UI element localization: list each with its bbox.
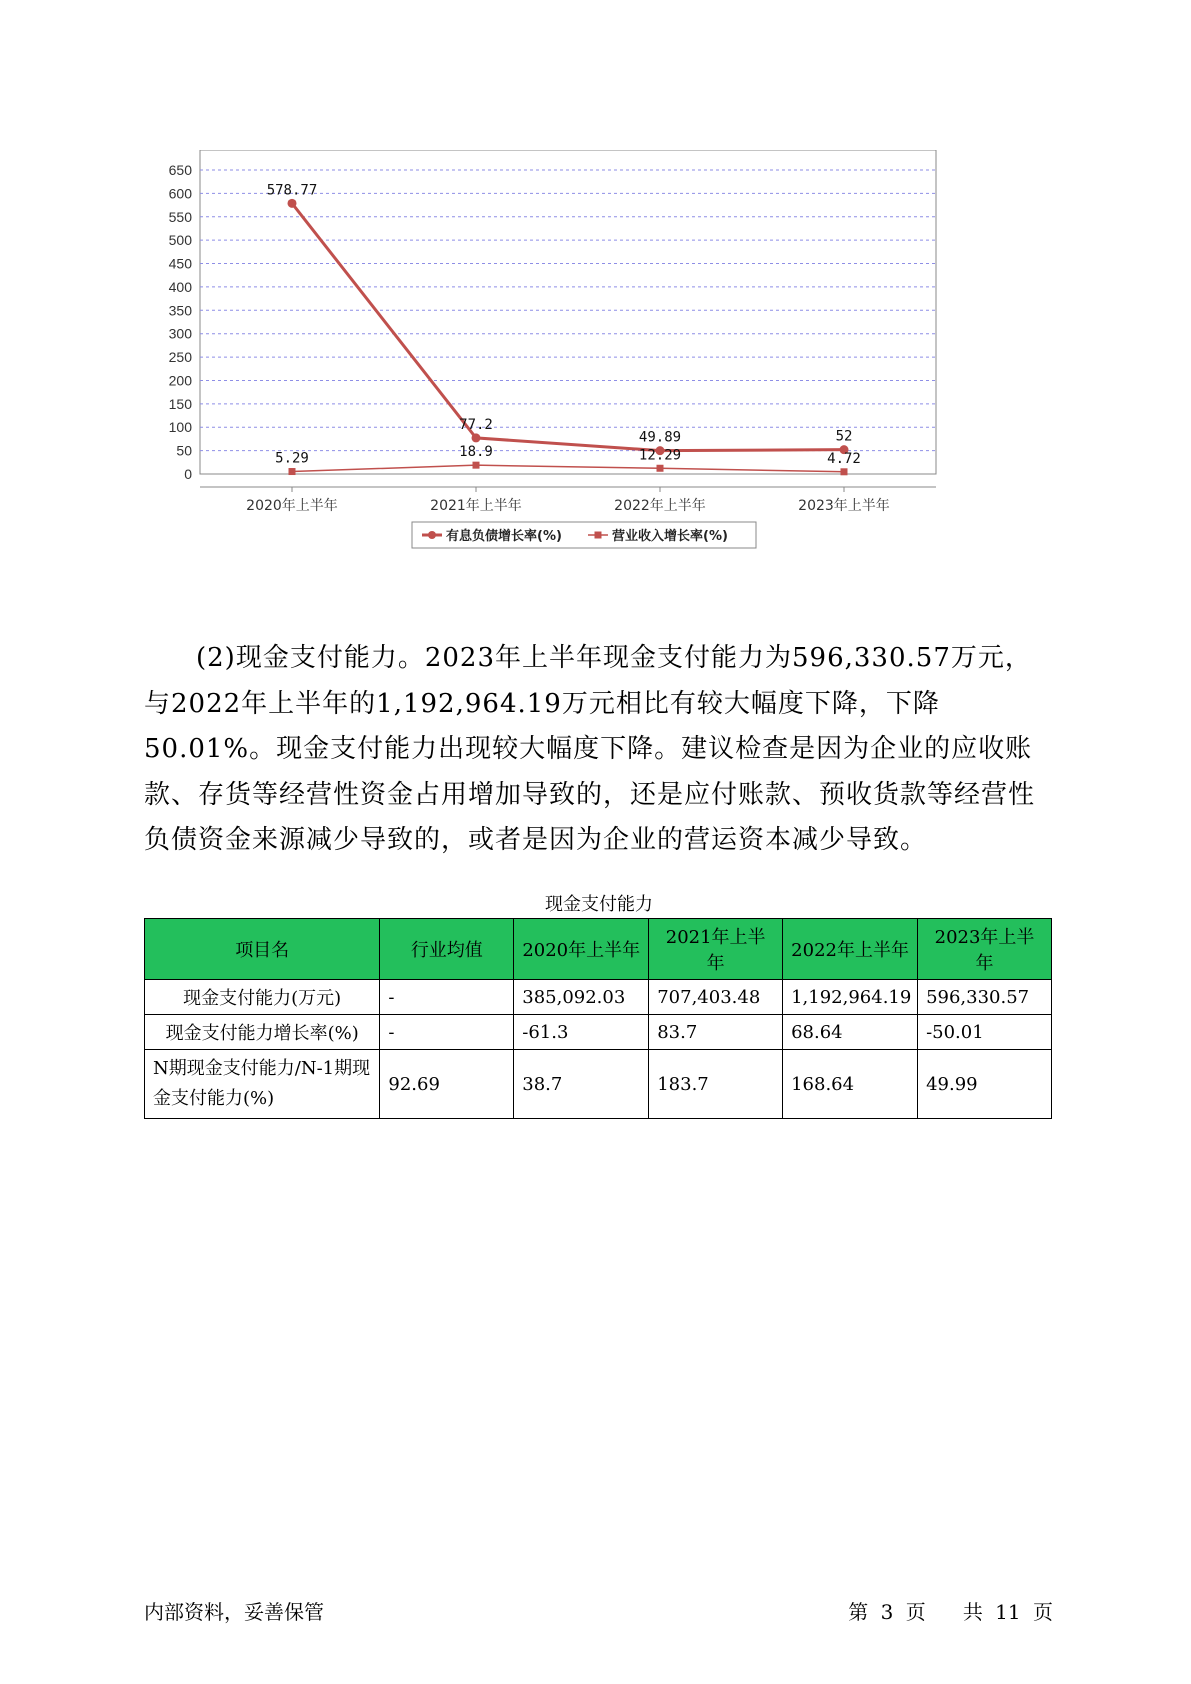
header-2023h1: 2023年上半年 [918, 919, 1052, 980]
y-tick-label: 450 [168, 255, 192, 272]
data-label: 18.9 [459, 444, 493, 461]
data-label: 77.2 [459, 416, 493, 433]
legend-label: 有息负债增长率(%) [446, 529, 562, 544]
table-row [145, 1050, 1052, 1119]
table-cell: 38.7 [514, 1050, 649, 1119]
footer-current-page: 第 3 页 [848, 1600, 926, 1624]
table-cell: -50.01 [918, 1015, 1052, 1050]
y-tick-label: 100 [168, 419, 192, 436]
y-tick-label: 350 [168, 302, 192, 319]
header-2021h1: 2021年上半年 [649, 919, 783, 980]
data-label: 4.72 [827, 450, 861, 467]
table-cell: 92.69 [380, 1050, 514, 1119]
table-row [145, 1015, 1052, 1050]
y-tick-label: 550 [168, 208, 192, 225]
table-cell: 385,092.03 [514, 980, 649, 1015]
table-cell: 68.64 [783, 1015, 918, 1050]
table-cell: - [380, 980, 514, 1015]
data-label: 5.29 [275, 450, 309, 467]
table-cell: 168.64 [783, 1050, 918, 1119]
table-cell: 707,403.48 [649, 980, 783, 1015]
header-industry-average: 行业均值 [380, 919, 514, 980]
y-tick-label: 400 [168, 278, 192, 295]
y-tick-label: 600 [168, 185, 192, 202]
data-point [841, 468, 848, 475]
data-label: 578.77 [266, 182, 318, 199]
table-header-row [145, 919, 1052, 980]
row-label: 现金支付能力(万元) [145, 980, 380, 1015]
footer-confidential: 内部资料，妥善保管 [144, 1600, 324, 1624]
legend-label: 营业收入增长率(%) [612, 529, 728, 544]
data-label: 12.29 [638, 447, 682, 464]
cash-payment-paragraph: (2)现金支付能力。2023年上半年现金支付能力为596,330.57万元，与2022年上半年的1,192,964.19万元相比有较大幅度下降，下降50.01%。现金支付能力出现较大幅度下降。建议检查是因为企业的应收账款、存货等经营性资金占用增加导致的，还是应付账款、预收货款等经营性负债资金来源减少导致的，或者是因为企业的营运资本减少导致。 [144, 643, 1036, 855]
header-2022h1: 2022年上半年 [783, 919, 918, 980]
table-cell: 49.99 [918, 1050, 1052, 1119]
table-cell: 596,330.57 [918, 980, 1052, 1015]
data-point [289, 468, 296, 475]
table-row [145, 980, 1052, 1015]
growth-rate-line-chart [140, 150, 1020, 600]
y-tick-label: 200 [168, 372, 192, 389]
x-tick-label: 2022年上半年 [614, 498, 706, 514]
y-tick-label: 500 [168, 232, 192, 249]
footer-page-number [848, 1596, 1053, 1625]
data-point [288, 199, 297, 208]
y-tick-label: 650 [168, 162, 192, 178]
x-tick-label: 2023年上半年 [798, 498, 890, 514]
data-label: 52 [835, 428, 853, 445]
table-caption: 现金支付能力 [545, 894, 653, 915]
table-cell: -61.3 [514, 1015, 649, 1050]
y-tick-label: 300 [168, 325, 192, 342]
y-tick-label: 250 [168, 349, 192, 366]
header-2020h1: 2020年上半年 [514, 919, 649, 980]
y-tick-label: 0 [184, 466, 192, 482]
legend-marker [428, 531, 436, 539]
plot-area [200, 150, 936, 474]
x-tick-label: 2020年上半年 [246, 498, 338, 514]
footer-total-pages: 共 11 页 [962, 1600, 1053, 1624]
table-cell: 1,192,964.19 [783, 980, 918, 1015]
data-point [473, 462, 480, 469]
x-tick-label: 2021年上半年 [430, 498, 522, 514]
legend-marker [595, 532, 602, 539]
table-cell: 83.7 [649, 1015, 783, 1050]
y-tick-label: 50 [176, 442, 192, 459]
row-label: 现金支付能力增长率(%) [145, 1015, 380, 1050]
data-label: 49.89 [638, 429, 682, 446]
data-point [472, 433, 481, 442]
table-cell: 183.7 [649, 1050, 783, 1119]
row-label: N期现金支付能力/N-1期现金支付能力(%) [145, 1050, 380, 1119]
table-cell: - [380, 1015, 514, 1050]
cash-payment-table [144, 918, 1052, 1119]
header-item-name: 项目名 [145, 919, 380, 980]
data-point [657, 465, 664, 472]
y-tick-label: 150 [168, 395, 192, 412]
